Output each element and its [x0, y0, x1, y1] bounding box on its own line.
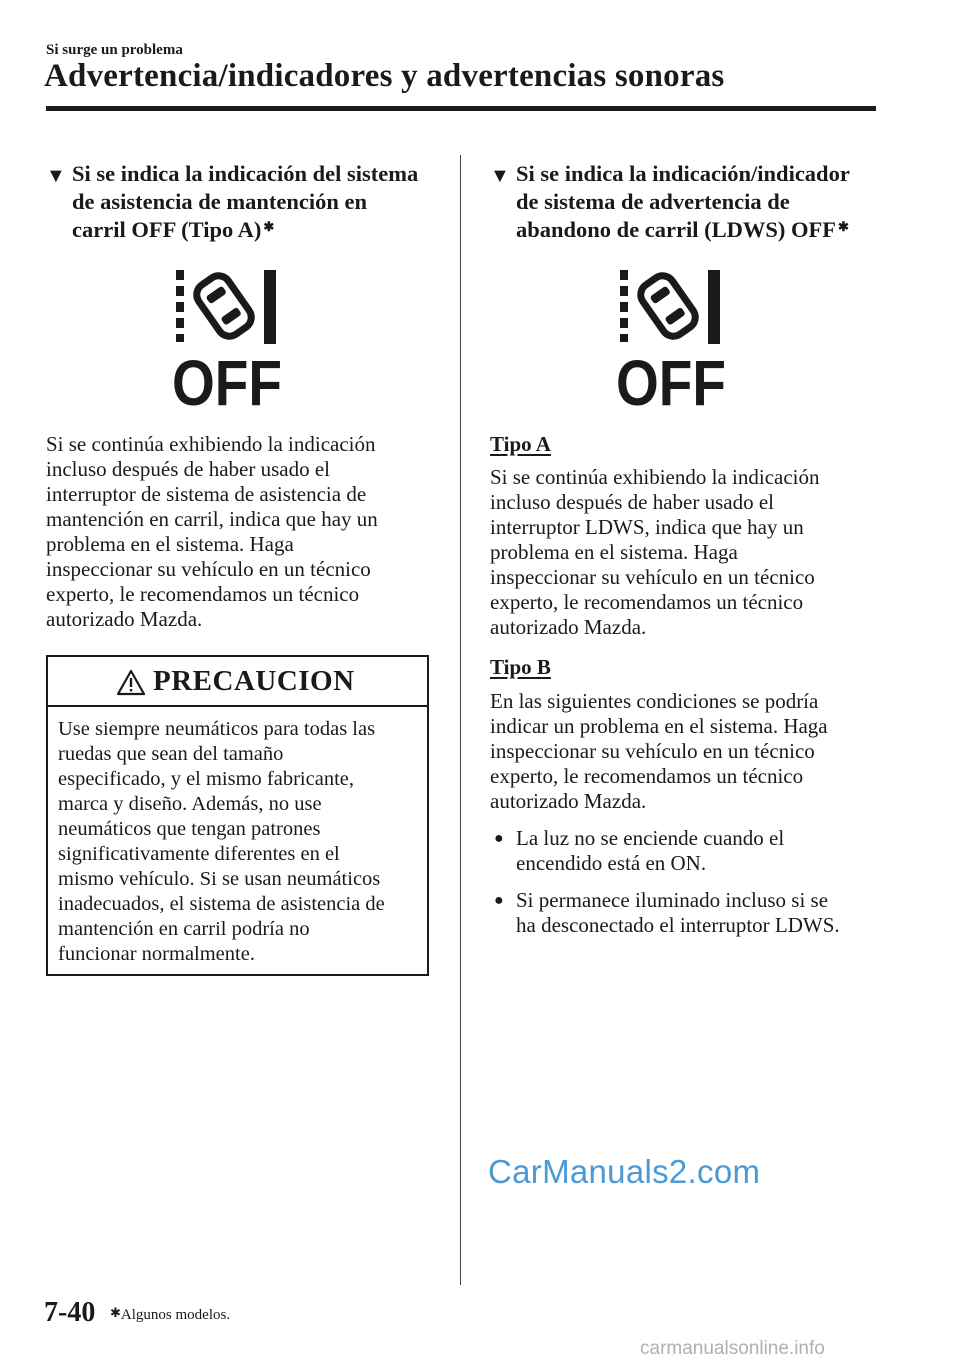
left-heading-line-2: de asistencia de mantención en — [72, 189, 367, 214]
off-icon-text: OFF — [172, 347, 282, 419]
tipo-b-label: Tipo B — [490, 655, 551, 679]
caution-text — [58, 717, 423, 967]
text-line: inspeccionar su vehículo en un técnico — [46, 557, 371, 581]
left-paragraph — [46, 432, 446, 632]
text-line: ha desconectado el interruptor LDWS. — [516, 913, 840, 937]
text-line: inspeccionar su vehículo en un técnico — [490, 565, 815, 589]
text-line: Si se continúa exhibiendo la indicación — [46, 432, 376, 456]
bullet-list — [490, 826, 900, 938]
footnote — [108, 1307, 230, 1324]
text-line: encendido está en ON. — [516, 851, 707, 875]
right-heading — [490, 160, 890, 244]
section-label: Si surge un problema — [46, 42, 183, 58]
text-line: autorizado Mazda. — [46, 607, 203, 631]
text-line: problema en el sistema. Haga — [490, 540, 738, 564]
text-line: indicar un problema en el sistema. Haga — [490, 714, 828, 738]
right-heading-line-1: Si se indica la indicación/indicador — [516, 161, 850, 186]
text-line: inadecuados, el sistema de asistencia de — [58, 893, 385, 915]
text-line: experto, le recomendamos un técnico — [490, 590, 804, 614]
column-divider — [460, 155, 461, 1285]
tipo-a-label: Tipo A — [490, 432, 551, 456]
text-line: autorizado Mazda. — [490, 615, 647, 639]
text-line: problema en el sistema. Haga — [46, 532, 294, 556]
text-line: autorizado Mazda. — [490, 789, 647, 813]
text-line: Si permanece iluminado incluso si se — [516, 888, 829, 912]
tipo-b-paragraph — [490, 689, 890, 814]
asterisk-icon: ✱ — [263, 219, 275, 234]
text-line: experto, le recomendamos un técnico — [46, 582, 360, 606]
caution-header — [48, 657, 427, 707]
asterisk-icon: ✱ — [110, 1305, 121, 1320]
left-heading-line-3: carril OFF (Tipo A) — [72, 217, 262, 242]
right-heading-line-2: de sistema de advertencia de — [516, 189, 790, 214]
text-line: mantención en carril, indica que hay un — [46, 507, 378, 531]
site-credit: carmanualsonline.info — [640, 1338, 825, 1359]
asterisk-icon: ✱ — [838, 219, 849, 234]
watermark-logo: CarManuals2.com — [488, 1153, 761, 1190]
text-line: mantención en carril podría no — [58, 918, 310, 940]
caution-box — [46, 655, 429, 976]
header-rule — [46, 106, 876, 111]
right-heading-line-3: abandono de carril (LDWS) OFF — [516, 217, 837, 242]
tipo-a-paragraph — [490, 465, 890, 640]
text-line: experto, le recomendamos un técnico — [490, 764, 804, 788]
text-line: Use siempre neumáticos para todas las — [58, 718, 376, 740]
caution-title: PRECAUCION — [153, 665, 355, 697]
chapter-title: Advertencia/indicadores y advertencias sonoras — [44, 58, 725, 94]
left-heading-line-1: Si se indica la indicación del sistema — [72, 161, 419, 186]
text-line: mismo vehículo. Si se usan neumáticos — [58, 868, 381, 890]
triangle-marker-icon: ▼ — [46, 165, 66, 187]
text-line: funcionar normalmente. — [58, 943, 255, 965]
text-line: La luz no se enciende cuando el — [516, 826, 785, 850]
text-line: interruptor LDWS, indica que hay un — [490, 515, 804, 539]
text-line: En las siguientes condiciones se podría — [490, 689, 819, 713]
text-line: Si se continúa exhibiendo la indicación — [490, 465, 820, 489]
list-item — [490, 888, 900, 938]
text-line: inspeccionar su vehículo en un técnico — [490, 739, 815, 763]
text-line: incluso después de haber usado el — [46, 457, 331, 481]
lane-keep-off-indicator-icon — [170, 268, 284, 419]
triangle-marker-icon: ▼ — [490, 165, 510, 187]
warning-triangle-icon — [116, 669, 146, 696]
bullet-icon: ● — [494, 830, 504, 847]
off-icon-text: OFF — [616, 347, 726, 419]
bullet-icon: ● — [494, 892, 504, 909]
footnote-text: Algunos modelos. — [120, 1307, 231, 1323]
text-line: significativamente diferentes en el — [58, 843, 340, 865]
text-line: interruptor de sistema de asistencia de — [46, 482, 367, 506]
page-number: 7-40 — [44, 1297, 96, 1328]
text-line: neumáticos que tengan patrones — [58, 818, 321, 840]
list-item — [490, 826, 900, 876]
left-heading — [46, 160, 446, 244]
ldws-off-indicator-icon — [614, 268, 728, 419]
text-line: ruedas que sean del tamaño — [58, 743, 284, 765]
text-line: especificado, y el mismo fabricante, — [58, 768, 354, 790]
text-line: marca y diseño. Además, no use — [58, 793, 322, 815]
text-line: incluso después de haber usado el — [490, 490, 775, 514]
